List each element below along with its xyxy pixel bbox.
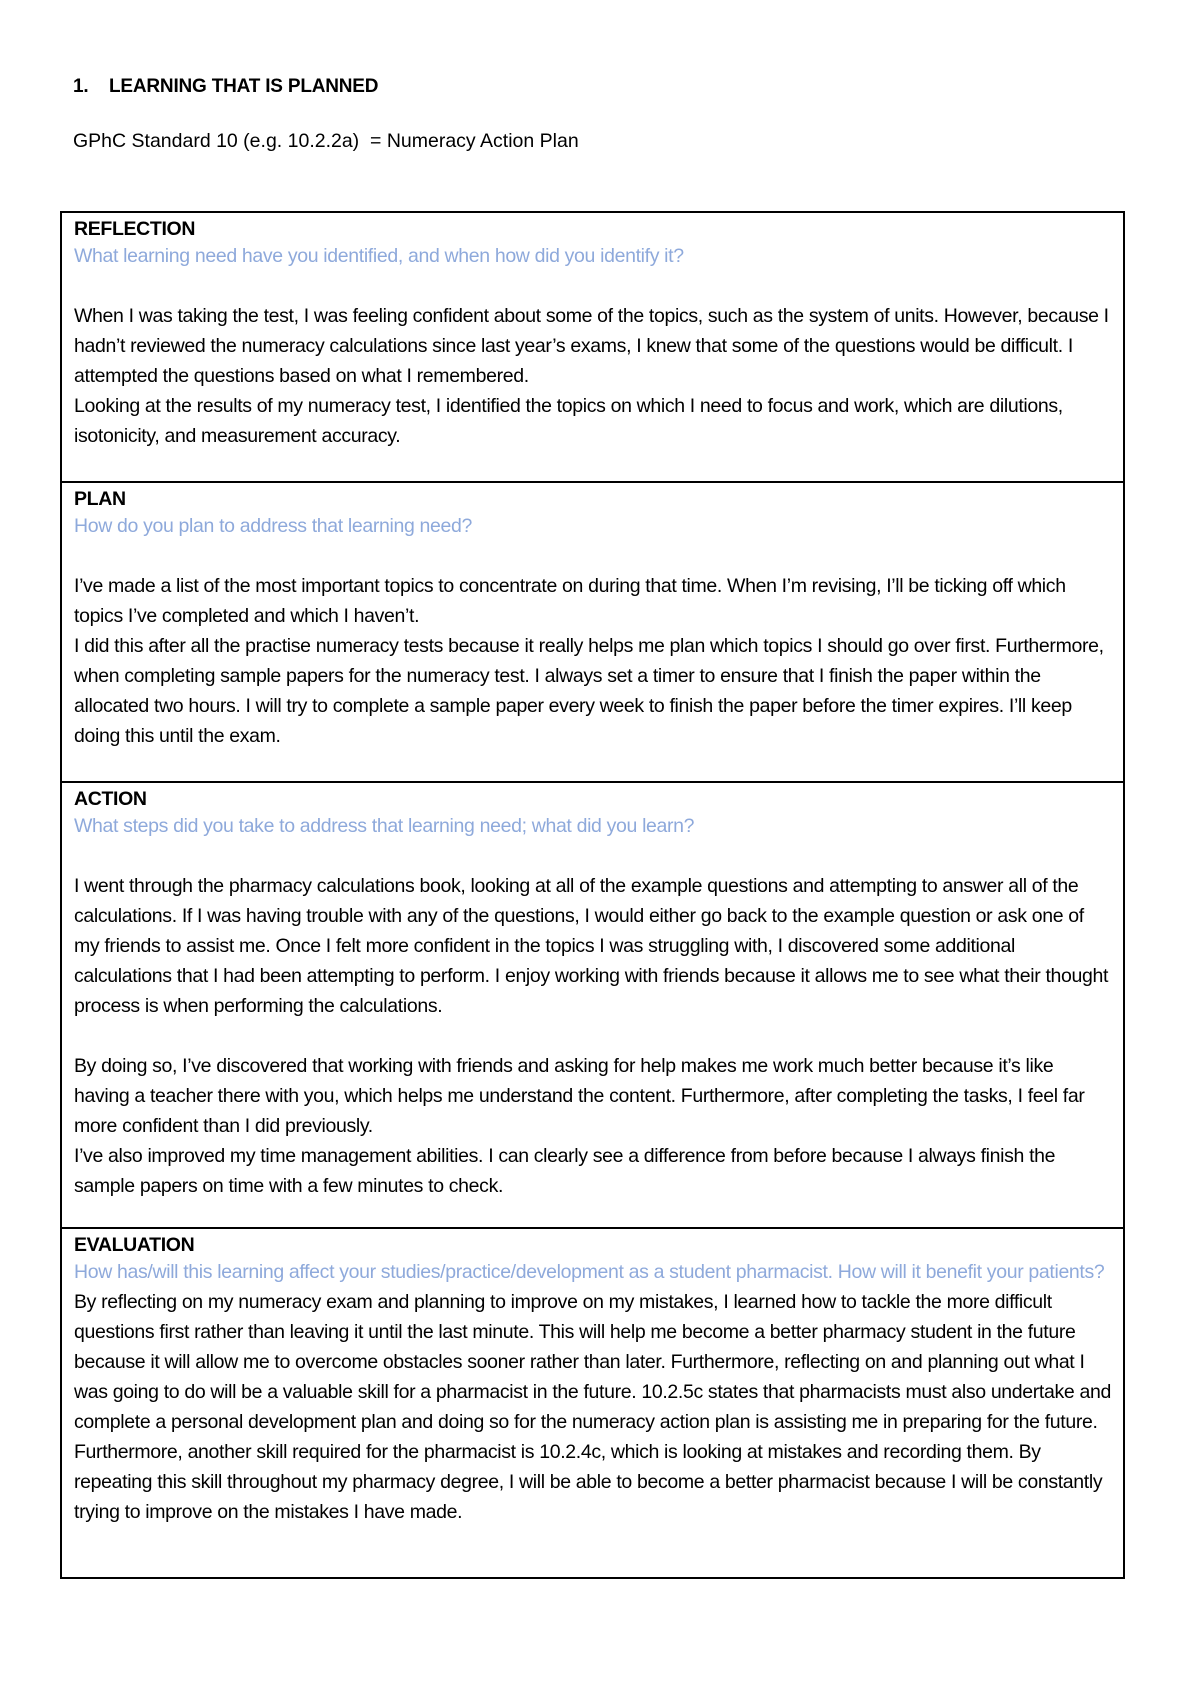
action-paragraph: I’ve also improved my time management abilities. I can clearly see a difference from before because I always finish the sample papers on time with a few minutes to check. xyxy=(74,1145,1056,1197)
spacer xyxy=(74,1021,1111,1051)
evaluation-title: EVALUATION xyxy=(74,1234,195,1256)
action-prompt: What steps did you take to address that learning need; what did you learn? xyxy=(74,815,695,837)
reflection-title: REFLECTION xyxy=(74,218,196,240)
standard-reference: GPhC Standard 10 (e.g. 10.2.2a) = Numeracy Action Plan xyxy=(73,130,579,152)
reflection-cell xyxy=(61,212,1124,482)
spacer xyxy=(74,541,1111,571)
plan-paragraph: I’ve made a list of the most important topics to concentrate on during that time. When I’m revising, I’ll be ticking off which topics I’ve completed and which I haven’t. xyxy=(74,575,1066,627)
reflection-paragraph: Looking at the results of my numeracy test, I identified the topics on which I need to focus and work, which are dilutions, isotonicity, and measurement accuracy. xyxy=(74,395,1063,447)
plan-row xyxy=(61,482,1124,782)
spacer xyxy=(74,841,1111,871)
section-heading xyxy=(73,76,378,98)
action-cell xyxy=(61,782,1124,1228)
evaluation-paragraph: By reflecting on my numeracy exam and planning to improve on my mistakes, I learned how to tackle the more difficult questions first rather than leaving it until the last minute. This will help me become a better pharmacy student in the future because it will allow me to overcome obstacles sooner rather than later. Furthermore, reflecting on and planning out what I was going to do will be a valuable skill for a pharmacist in the future. 10.2.5c states that pharmacists must also undertake and complete a personal development plan and doing so for the numeracy action plan is assisting me in preparing for the future. Furthermore, another skill required for the pharmacist is 10.2.4c, which is looking at mistakes and recording them. By repeating this skill throughout my pharmacy degree, I will be able to become a better pharmacist because I will be constantly trying to improve on the mistakes I have made. xyxy=(74,1291,1111,1523)
evaluation-prompt: How has/will this learning affect your studies/practice/development as a student pharmacist. How will it benefit your patients? xyxy=(74,1261,1105,1283)
action-paragraph: I went through the pharmacy calculations book, looking at all of the example questions and attempting to answer all of the calculations. If I was having trouble with any of the questions, I would either go back to the example question or ask one of my friends to assist me. Once I felt more confident in the topics I was struggling with, I discovered some additional calculations that I had been attempting to perform. I enjoy working with friends because it allows me to see what their thought process is when performing the calculations. xyxy=(74,875,1109,1017)
spacer xyxy=(74,271,1111,301)
cpd-record-table xyxy=(60,211,1125,1579)
plan-cell xyxy=(61,482,1124,782)
action-row xyxy=(61,782,1124,1228)
reflection-row xyxy=(61,212,1124,482)
plan-paragraph: I did this after all the practise numeracy tests because it really helps me plan which topics I should go over first. Furthermore, when completing sample papers for the numeracy test. I always set a timer to ensure that I finish the paper within the allocated two hours. I will try to complete a sample paper every week to finish the paper before the timer expires. I’ll keep doing this until the exam. xyxy=(74,635,1104,747)
reflection-paragraph: When I was taking the test, I was feeling confident about some of the topics, such as the system of units. However, because I hadn’t reviewed the numeracy calculations since last year’s exams, I knew that some of the questions would be difficult. I attempted the questions based on what I remembered. xyxy=(74,305,1109,387)
evaluation-row xyxy=(61,1228,1124,1578)
section-title: LEARNING THAT IS PLANNED xyxy=(109,76,379,97)
section-number: 1. xyxy=(73,76,89,97)
evaluation-cell xyxy=(61,1228,1124,1578)
plan-prompt: How do you plan to address that learning need? xyxy=(74,515,473,537)
plan-title: PLAN xyxy=(74,488,126,510)
action-title: ACTION xyxy=(74,788,147,810)
action-paragraph: By doing so, I’ve discovered that working with friends and asking for help makes me work much better because it’s like having a teacher there with you, which helps me understand the content. Furthermore, after completing the tasks, I feel far more confident than I did previously. xyxy=(74,1055,1085,1137)
reflection-prompt: What learning need have you identified, and when how did you identify it? xyxy=(74,245,684,267)
